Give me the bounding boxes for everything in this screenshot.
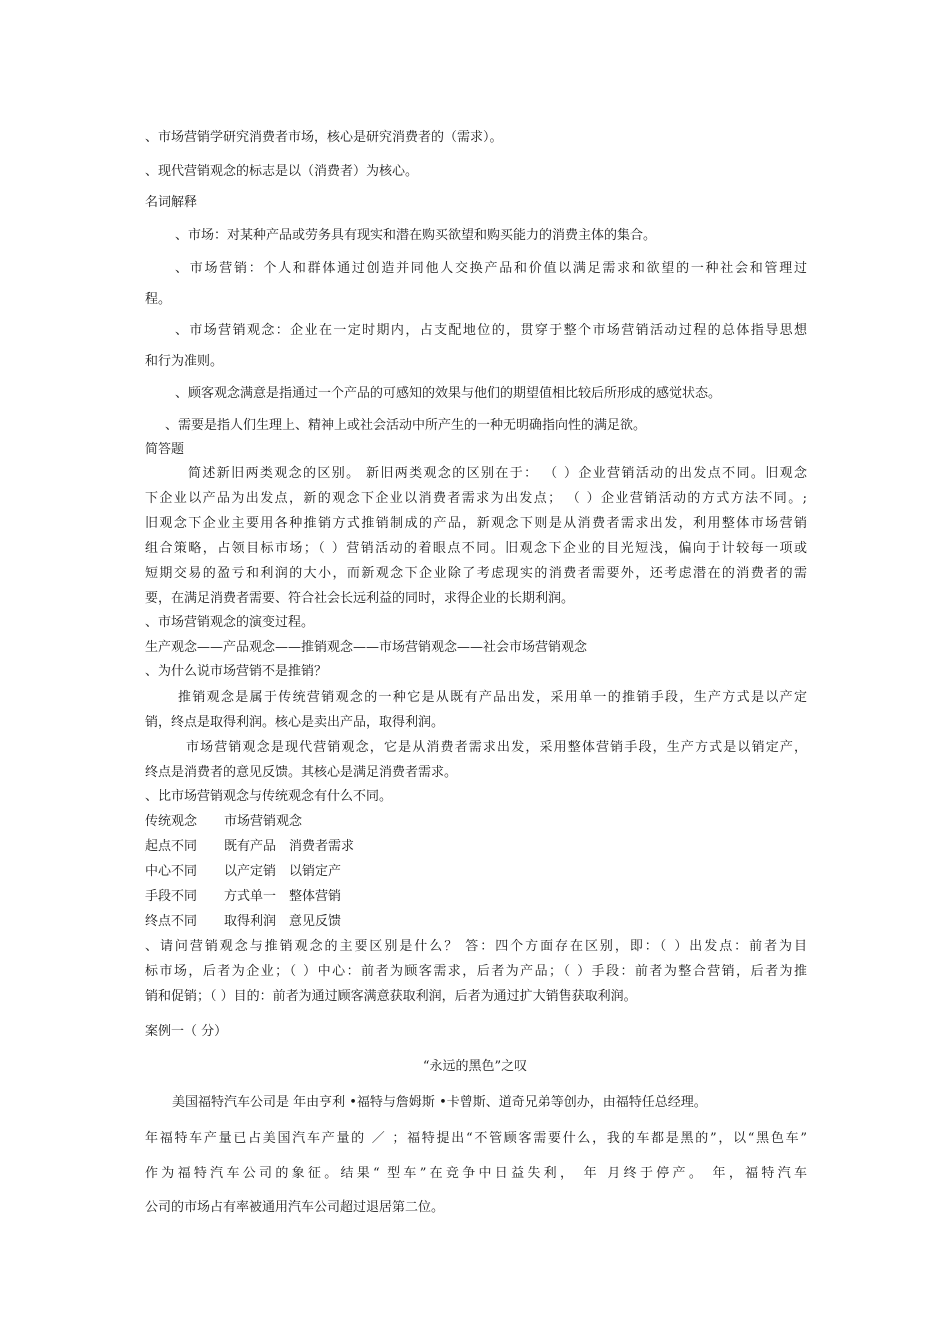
table-cell: 终点不同 [145, 914, 198, 929]
definition-need: 、需要是指人们生理上、精神上或社会活动中所产生的一种无明确指向性的满足欲。 [165, 418, 647, 433]
definitions-heading: 名词解释 [145, 195, 198, 210]
case-title: “永远的黑色”之叹 [422, 1059, 528, 1074]
definition-concept-line-2: 和行为准则。 [145, 354, 224, 369]
table-cell: 消费者需求 [289, 839, 355, 854]
q1-line-4: 组合策略，占领目标市场；（ ）营销活动的着眼点不同。旧观念下企业的目光短浅，偏向于计较每一项或 [145, 541, 807, 556]
q3-answer-1-line-1: 推销观念是属于传统营销观念的一种它是从既有产品出发，采用单一的推销手段，生产方式是以产定 [178, 690, 807, 705]
q3-answer-1-line-2: 销，终点是取得利润。核心是卖出产品，取得利润。 [145, 715, 445, 730]
q1-line-5: 短期交易的盈亏和利润的大小，而新观念下企业除了考虑现实的消费者需要外，还考虑潜在的消费者的需 [145, 566, 807, 581]
table-cell: 既有产品 [224, 839, 277, 854]
q4-question: 、比市场营销观念与传统观念有什么不同。 [145, 789, 393, 804]
q2-question: 、市场营销观念的演变过程。 [145, 615, 315, 630]
table-cell: 意见反馈 [289, 914, 342, 929]
definition-marketing-line-2: 程。 [145, 292, 172, 307]
short-answer-heading: 简答题 [145, 442, 185, 457]
case-paragraph-line-1: 美国福特汽车公司是 年由亨利 •福特与詹姆斯 •卡曾斯、道奇兄弟等创办，由福特任总经理。 [172, 1095, 707, 1110]
case-paragraph-line-2: 年福特车产量已占美国汽车产量的 ／ ；福特提出“不管顾客需要什么，我的车都是黑的”，以“黑色车” [145, 1131, 807, 1146]
table-cell: 传统观念 [145, 814, 198, 829]
intro-line-2: 、现代营销观念的标志是以（消费者）为核心。 [145, 164, 419, 179]
table-cell: 以产定销 [224, 864, 277, 879]
q3-answer-2-line-2: 终点是消费者的意见反馈。其核心是满足消费者需求。 [145, 765, 458, 780]
case-paragraph-line-3: 作为福特汽车公司的象征。结果“ 型车”在竞争中日益失利， 年 月终于停产。 年，福特汽车 [145, 1166, 807, 1181]
q1-line-6: 要，在满足消费者需要、符合社会长远利益的同时，求得企业的长期利润。 [145, 591, 575, 606]
table-cell: 起点不同 [145, 839, 198, 854]
q1-line-2: 下企业以产品为出发点，新的观念下企业以消费者需求为出发点； （ ）企业营销活动的方式方法不同。; [145, 491, 807, 506]
q1-line-3: 旧观念下企业主要用各种推销方式推销制成的产品，新观念下则是从消费者需求出发，利用整体市场营销 [145, 516, 807, 531]
q3-question: 、为什么说市场营销不是推销？ [145, 664, 328, 679]
table-cell: 取得利润 [224, 914, 277, 929]
q5-line-3: 销和促销；（ ）目的：前者为通过顾客满意获取利润，后者为通过扩大销售获取利润。 [145, 989, 637, 1004]
definition-market: 、市场：对某种产品或劳务具有现实和潜在购买欲望和购买能力的消费主体的集合。 [175, 228, 657, 243]
case-paragraph-line-4: 公司的市场占有率被通用汽车公司超过退居第二位。 [145, 1200, 445, 1215]
case-heading: 案例一（ 分） [145, 1024, 228, 1039]
table-cell: 以销定产 [289, 864, 342, 879]
table-cell: 整体营销 [289, 889, 342, 904]
table-cell: 市场营销观念 [224, 814, 303, 829]
intro-line-1: 、市场营销学研究消费者市场，核心是研究消费者的（需求）。 [145, 130, 503, 145]
table-cell: 方式单一 [224, 889, 277, 904]
q5-line-1: 、请问营销观念与推销观念的主要区别是什么？ 答：四个方面存在区别，即：（ ）出发点：前者为目 [145, 939, 807, 954]
table-cell: 中心不同 [145, 864, 198, 879]
q2-answer: 生产观念——产品观念——推销观念——市场营销观念——社会市场营销观念 [145, 640, 588, 655]
definition-satisfaction: 、顾客观念满意是指通过一个产品的可感知的效果与他们的期望值相比较后所形成的感觉状态。 [175, 386, 722, 401]
definition-concept-line-1: 、市场营销观念：企业在一定时期内，占支配地位的，贯穿于整个市场营销活动过程的总体指导思想 [175, 323, 807, 338]
table-cell: 手段不同 [145, 889, 198, 904]
q5-line-2: 标市场，后者为企业；（ ）中心：前者为顾客需求，后者为产品；（ ）手段：前者为整合营销，后者为推 [145, 964, 807, 979]
q1-line-1: 简述新旧两类观念的区别。 新旧两类观念的区别在于： （ ）企业营销活动的出发点不同。旧观念 [188, 466, 807, 481]
q3-answer-2-line-1: 市场营销观念是现代营销观念，它是从消费者需求出发，采用整体营销手段，生产方式是以销定产， [186, 740, 807, 755]
definition-marketing-line-1: 、市场营销：个人和群体通过创造并同他人交换产品和价值以满足需求和欲望的一种社会和管理过 [175, 261, 807, 276]
